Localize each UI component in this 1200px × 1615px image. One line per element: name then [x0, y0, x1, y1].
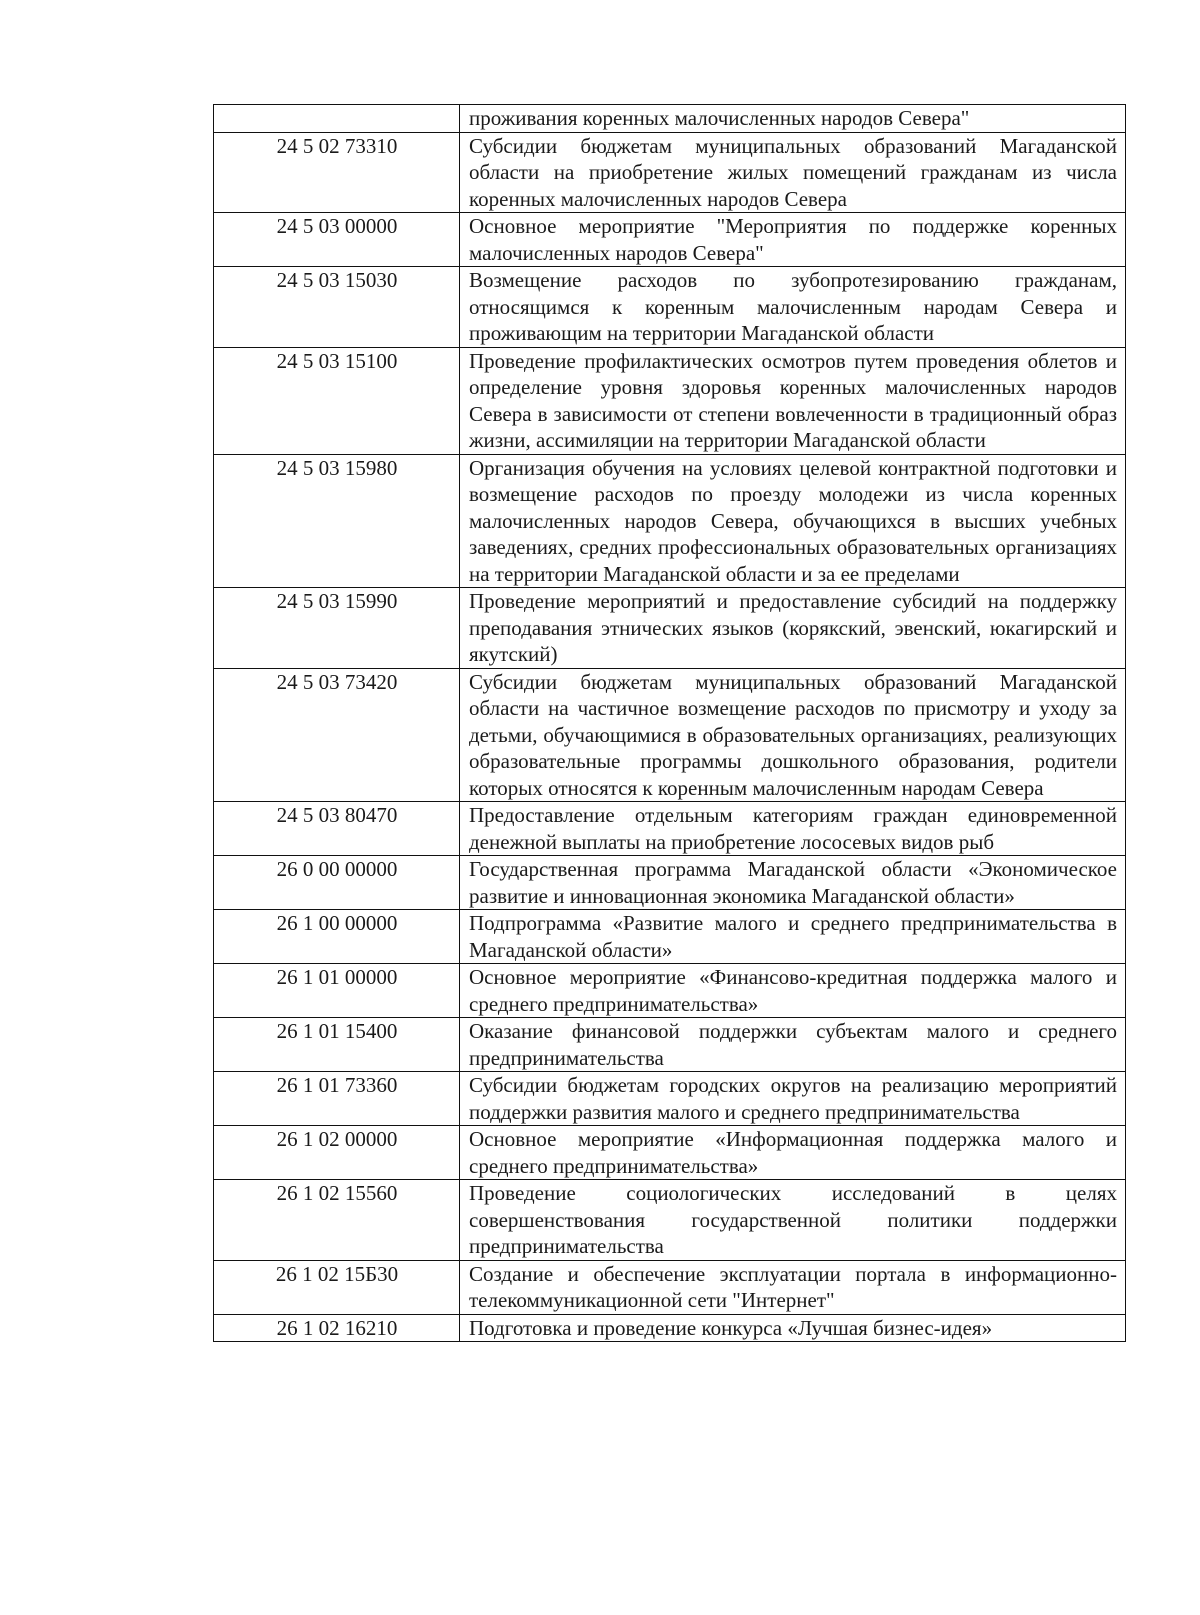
description-cell: Основное мероприятие «Информационная поддержка малого и среднего предпринимательства»	[460, 1126, 1126, 1180]
description-cell: Субсидии бюджетам муниципальных образований Магаданской области на частичное возмещение расходов по присмотру и уходу за детьми, обучающимися в образовательных организациях, реализующих образовательные программы дошкольного образования, родители которых относятся к коренным малочисленным народам Севера	[460, 668, 1126, 802]
code-cell	[214, 105, 460, 133]
table-row	[214, 856, 1126, 910]
code-cell: 26 1 01 15400	[214, 1018, 460, 1072]
table-row	[214, 213, 1126, 267]
code-cell: 24 5 03 15030	[214, 267, 460, 348]
code-cell: 26 1 01 73360	[214, 1072, 460, 1126]
table-row	[214, 1180, 1126, 1261]
description-cell: Проведение профилактических осмотров путем проведения облетов и определение уровня здоровья коренных малочисленных народов Севера в зависимости от степени вовлеченности в традиционный образ жизни, ассимиляции на территории Магаданской области	[460, 347, 1126, 454]
code-cell: 26 0 00 00000	[214, 856, 460, 910]
budget-code-table	[213, 104, 1126, 1342]
code-cell: 26 1 02 15Б30	[214, 1260, 460, 1314]
code-cell: 24 5 02 73310	[214, 132, 460, 213]
description-cell: Создание и обеспечение эксплуатации портала в информационно-телекоммуникационной сети "Интернет"	[460, 1260, 1126, 1314]
description-cell: Возмещение расходов по зубопротезированию гражданам, относящимся к коренным малочисленным народам Севера и проживающим на территории Магаданской области	[460, 267, 1126, 348]
description-cell: Субсидии бюджетам городских округов на реализацию мероприятий поддержки развития малого и среднего предпринимательства	[460, 1072, 1126, 1126]
code-cell: 26 1 01 00000	[214, 964, 460, 1018]
table-row	[214, 964, 1126, 1018]
description-cell: Проведение социологических исследований в целях совершенствования государственной политики поддержки предпринимательства	[460, 1180, 1126, 1261]
description-cell: Подготовка и проведение конкурса «Лучшая бизнес-идея»	[460, 1314, 1126, 1342]
description-cell: Подпрограмма «Развитие малого и среднего предпринимательства в Магаданской области»	[460, 910, 1126, 964]
table-row	[214, 668, 1126, 802]
code-cell: 24 5 03 15990	[214, 588, 460, 669]
description-cell: Основное мероприятие "Мероприятия по поддержке коренных малочисленных народов Севера"	[460, 213, 1126, 267]
description-cell: Предоставление отдельным категориям граждан единовременной денежной выплаты на приобретение лососевых видов рыб	[460, 802, 1126, 856]
description-cell: Основное мероприятие «Финансово-кредитная поддержка малого и среднего предпринимательства»	[460, 964, 1126, 1018]
table-row	[214, 1260, 1126, 1314]
code-cell: 24 5 03 80470	[214, 802, 460, 856]
code-cell: 24 5 03 00000	[214, 213, 460, 267]
table-row	[214, 802, 1126, 856]
description-cell: Оказание финансовой поддержки субъектам малого и среднего предпринимательства	[460, 1018, 1126, 1072]
code-cell: 24 5 03 73420	[214, 668, 460, 802]
code-cell: 24 5 03 15980	[214, 454, 460, 588]
description-cell: проживания коренных малочисленных народов Севера"	[460, 105, 1126, 133]
table-row	[214, 1126, 1126, 1180]
code-cell: 26 1 02 15560	[214, 1180, 460, 1261]
table-row	[214, 1018, 1126, 1072]
table-row	[214, 267, 1126, 348]
table-row	[214, 588, 1126, 669]
code-cell: 26 1 02 16210	[214, 1314, 460, 1342]
description-cell: Проведение мероприятий и предоставление субсидий на поддержку преподавания этнических языков (корякский, эвенский, юкагирский и якутский)	[460, 588, 1126, 669]
table-row	[214, 454, 1126, 588]
table-row	[214, 347, 1126, 454]
table-row	[214, 105, 1126, 133]
description-cell: Субсидии бюджетам муниципальных образований Магаданской области на приобретение жилых помещений гражданам из числа коренных малочисленных народов Севера	[460, 132, 1126, 213]
table-row	[214, 910, 1126, 964]
code-cell: 26 1 00 00000	[214, 910, 460, 964]
table-row	[214, 1314, 1126, 1342]
table-row	[214, 132, 1126, 213]
code-cell: 26 1 02 00000	[214, 1126, 460, 1180]
description-cell: Организация обучения на условиях целевой контрактной подготовки и возмещение расходов по проезду молодежи из числа коренных малочисленных народов Севера, обучающихся в высших учебных заведениях, средних профессиональных образовательных организациях на территории Магаданской области и за ее пределами	[460, 454, 1126, 588]
description-cell: Государственная программа Магаданской области «Экономическое развитие и инновационная экономика Магаданской области»	[460, 856, 1126, 910]
code-cell: 24 5 03 15100	[214, 347, 460, 454]
table-row	[214, 1072, 1126, 1126]
